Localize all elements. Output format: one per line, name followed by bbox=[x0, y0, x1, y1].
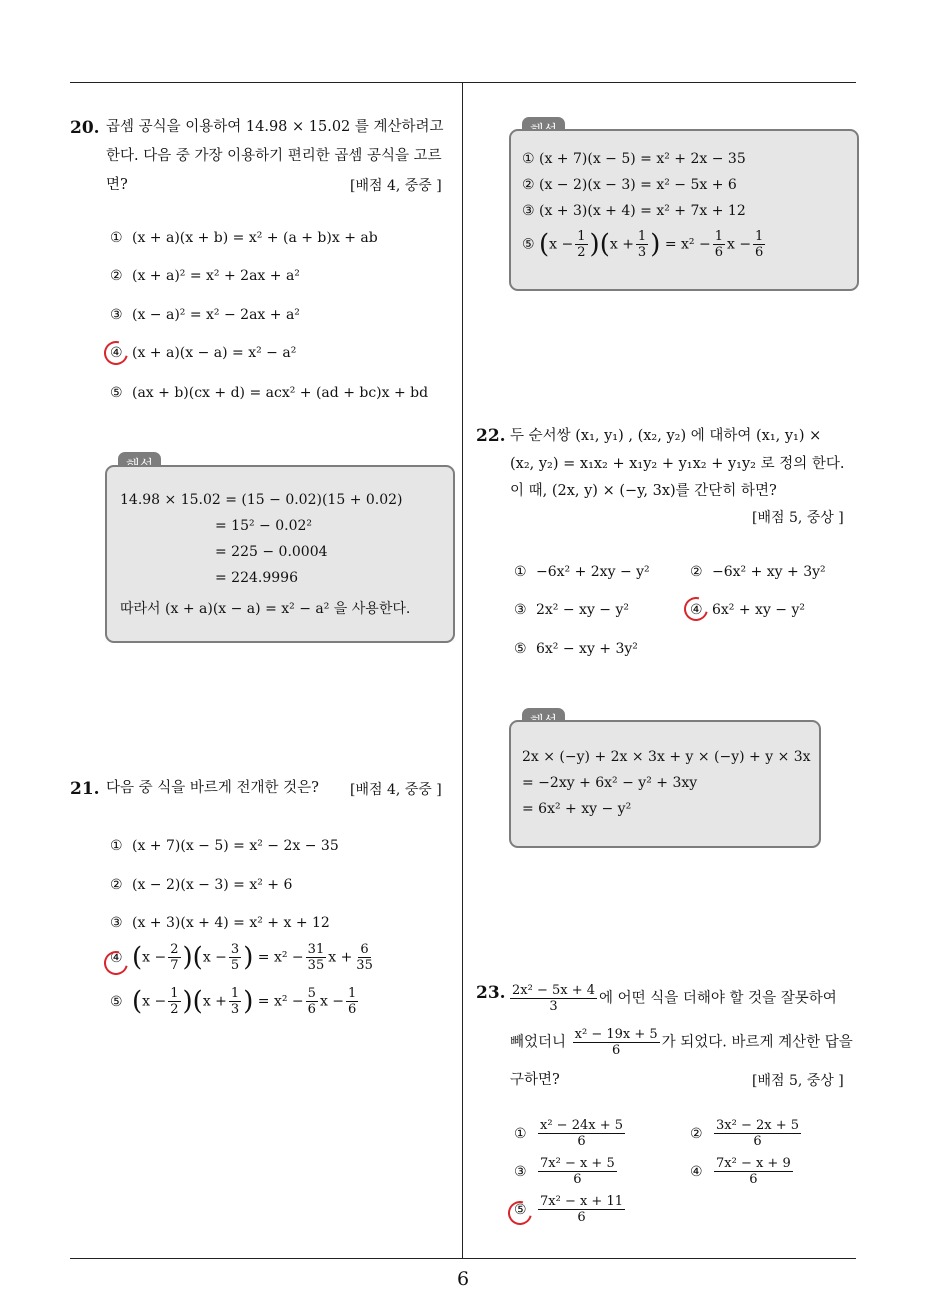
q21-exp-line1: ① (x + 7)(x − 5) = x² + 2x − 35 bbox=[522, 151, 746, 167]
q21-option-3[interactable]: ③ (x + 3)(x + 4) = x² + x + 12 bbox=[110, 915, 330, 931]
q20-text-line2: 한다. 다음 중 가장 이용하기 편리한 곱셈 공식을 고르 bbox=[106, 148, 442, 164]
q20-exp-line5: 따라서 (x + a)(x − a) = x² − a² 을 사용한다. bbox=[120, 601, 411, 617]
answer-mark-circle bbox=[680, 593, 713, 626]
q20-option-5[interactable]: ⑤ (ax + b)(cx + d) = acx² + (ad + bc)x + bd bbox=[110, 385, 429, 401]
q22-meta: [배점 5, 중상 ] bbox=[752, 510, 844, 526]
q22-option-3[interactable]: ③ 2x² − xy − y² bbox=[514, 602, 630, 618]
q20-meta: [배점 4, 중중 ] bbox=[350, 178, 442, 194]
q22-option-5[interactable]: ⑤ 6x² − xy + 3y² bbox=[514, 641, 638, 657]
column-divider bbox=[462, 82, 463, 1258]
q20-text-line1: 곱셈 공식을 이용하여 14.98 × 15.02 를 계산하려고 bbox=[106, 119, 444, 135]
q23-text-line2: 빼었더니 $\frac{\text{x² − 19x + 5}}{6}$ 가 되었다. 바르게 계산한 답을 bbox=[510, 1027, 853, 1058]
q23-option-1[interactable]: ① $\frac{\text{x² − 24x + 5}}{6}$ bbox=[514, 1118, 624, 1149]
q21-text: 다음 중 식을 바르게 전개한 것은? bbox=[106, 780, 319, 796]
q21-option-5[interactable]: ⑤ (x − $\frac{1}{2}$ )(x + $\frac{1}{3}$ ) = x² − $\frac{5}{6}$ x − $\frac{1}{6}$ bbox=[110, 986, 357, 1017]
q21-meta: [배점 4, 중중 ] bbox=[350, 782, 442, 798]
q21-exp-line2: ② (x − 2)(x − 3) = x² − 5x + 6 bbox=[522, 177, 737, 193]
q20-number: 20. bbox=[70, 118, 100, 138]
q22-exp-line1: 2x × (−y) + 2x × 3x + y × (−y) + y × 3x bbox=[522, 749, 811, 765]
q20-exp-line2: = 15² − 0.02² bbox=[215, 518, 313, 534]
q20-option-2[interactable]: ② (x + a)² = x² + 2ax + a² bbox=[110, 268, 300, 284]
q23-option-3[interactable]: ③ $\frac{\text{7x² − x + 5}}{6}$ bbox=[514, 1156, 615, 1187]
q23-meta: [배점 5, 중상 ] bbox=[752, 1073, 844, 1089]
q21-option-2[interactable]: ② (x − 2)(x − 3) = x² + 6 bbox=[110, 877, 293, 893]
q22-exp-line3: = 6x² + xy − y² bbox=[522, 801, 632, 817]
q23-text-line1: $\frac{\text{2x² − 5x + 4}}{3}$ 에 어떤 식을 더해야 할 것을 잘못하여 bbox=[512, 983, 837, 1014]
q22-option-2[interactable]: ② −6x² + xy + 3y² bbox=[690, 564, 826, 580]
q20-exp-line1: 14.98 × 15.02 = (15 − 0.02)(15 + 0.02) bbox=[120, 492, 403, 508]
bottom-rule bbox=[70, 1258, 856, 1259]
q21-number: 21. bbox=[70, 779, 100, 799]
q22-text-line1: 두 순서쌍 (x₁, y₁) , (x₂, y₂) 에 대하여 (x₁, y₁) × bbox=[510, 428, 822, 444]
q21-option-1[interactable]: ① (x + 7)(x − 5) = x² − 2x − 35 bbox=[110, 838, 339, 854]
q23-option-4[interactable]: ④ $\frac{\text{7x² − x + 9}}{6}$ bbox=[690, 1156, 791, 1187]
q22-exp-line2: = −2xy + 6x² − y² + 3xy bbox=[522, 775, 698, 791]
q20-option-1[interactable]: ① (x + a)(x + b) = x² + (a + b)x + ab bbox=[110, 230, 378, 246]
q22-number: 22. bbox=[476, 426, 506, 446]
q20-exp-line4: = 224.9996 bbox=[215, 570, 298, 586]
q22-option-4[interactable]: ④ 6x² + xy − y² bbox=[690, 602, 806, 618]
q23-number: 23. bbox=[476, 983, 506, 1003]
q22-option-1[interactable]: ① −6x² + 2xy − y² bbox=[514, 564, 650, 580]
q22-text-line2: (x₂, y₂) = x₁x₂ + x₁y₂ + y₁x₂ + y₁y₂ 로 정의 한다. bbox=[510, 456, 845, 472]
q20-option-3[interactable]: ③ (x − a)² = x² − 2ax + a² bbox=[110, 307, 300, 323]
answer-mark-circle bbox=[100, 337, 133, 370]
q23-option-2[interactable]: ② $\frac{\text{3x² − 2x + 5}}{6}$ bbox=[690, 1118, 800, 1149]
q23-text-line3: 구하면? bbox=[510, 1072, 560, 1088]
q22-text-line3: 이 때, (2x, y) × (−y, 3x)를 간단히 하면? bbox=[510, 483, 777, 499]
q21-exp-line3: ③ (x + 3)(x + 4) = x² + 7x + 12 bbox=[522, 203, 746, 219]
page-number: 6 bbox=[456, 1268, 470, 1290]
top-rule bbox=[70, 82, 856, 83]
q23-option-5[interactable]: ⑤ $\frac{\text{7x² − x + 11}}{6}$ bbox=[514, 1194, 624, 1225]
q21-option-4[interactable]: ④ (x − $\frac{2}{7}$ )(x − $\frac{3}{5}$ ) = x² − $\frac{31}{35}$ x + $\frac{6}{35}$ bbox=[110, 942, 373, 973]
q20-text-line3: 면? bbox=[106, 177, 128, 193]
q20-exp-line3: = 225 − 0.0004 bbox=[215, 544, 328, 560]
q21-exp-line4: ⑤ (x − $\frac{1}{2}$ )(x + $\frac{1}{3}$ ) = x² − $\frac{1}{6}$ x − $\frac{1}{6}$ bbox=[522, 229, 764, 260]
q20-option-4[interactable]: ④ (x + a)(x − a) = x² − a² bbox=[110, 345, 297, 361]
